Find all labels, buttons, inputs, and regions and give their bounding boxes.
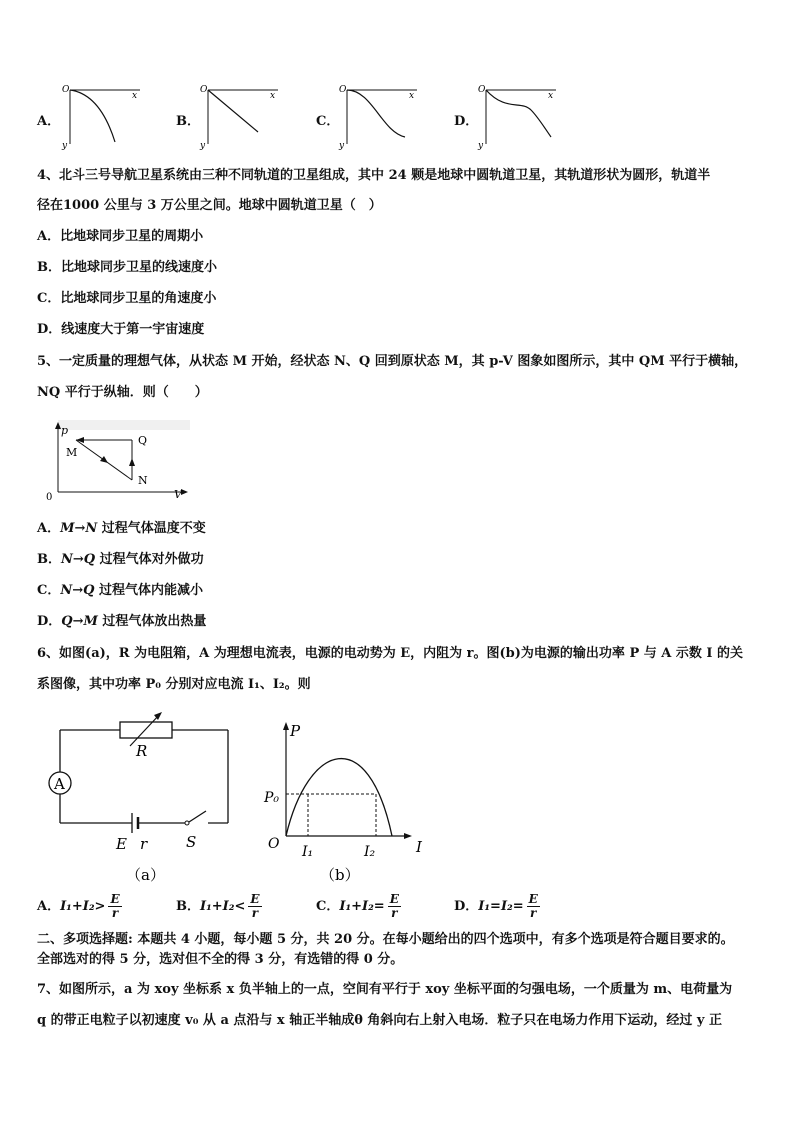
- q5-v-label: V: [174, 488, 182, 501]
- q3-b-x: x: [270, 91, 276, 101]
- q6-graph-i2-label: I₂: [364, 844, 376, 860]
- q3-a-x: x: [132, 91, 138, 101]
- q4-option-b: B．比地球同步卫星的线速度小: [37, 260, 217, 275]
- section2-header-line2: 全部选对的得 5 分，选对但不全的得 3 分，有选错的得 0 分。: [37, 952, 404, 967]
- q4-stem-line1: 4、北斗三号导航卫星系统由三种不同轨道的卫星组成，其中 24 颗是地球中圆轨道卫星，其轨道形状为圆形，轨道半: [37, 168, 711, 183]
- q3-a-y: y: [62, 141, 68, 150]
- q3-graph-d: [476, 82, 566, 150]
- q6-graph-p-label: P: [290, 722, 301, 740]
- q6-label-s: S: [186, 833, 197, 851]
- q6-label-ammeter: A: [54, 775, 65, 793]
- q3-option-b-label: B．: [176, 114, 200, 129]
- q3-graph-a: [60, 82, 150, 150]
- q5-option-d: D．Q→M 过程气体放出热量: [37, 614, 207, 629]
- q6-caption-b: （b）: [320, 866, 360, 884]
- q3-option-d-label: D．: [454, 114, 479, 129]
- q6-label-r-box: R: [136, 742, 148, 760]
- q3-d-x: x: [548, 91, 554, 101]
- q4-option-c: C．比地球同步卫星的角速度小: [37, 291, 217, 306]
- q6-stem-line2: 系图像，其中功率 P₀ 分别对应电流 I₁、I₂。则: [37, 677, 311, 692]
- q6-graph-origin: O: [268, 836, 280, 852]
- q4-option-a: A．比地球同步卫星的周期小: [37, 229, 204, 244]
- q6-circuit-diagram: [40, 710, 240, 890]
- q5-option-b: B．N→Q 过程气体对外做功: [37, 552, 204, 567]
- q3-b-y: y: [200, 141, 206, 150]
- q5-p-label: p: [61, 424, 69, 437]
- q6-option-b: B．I₁+I₂< $\frac{E}{r}$: [176, 892, 260, 920]
- q3-c-curve: [347, 90, 405, 137]
- q3-d-y: y: [478, 141, 484, 150]
- q4-option-d: D．线速度大于第一宇宙速度: [37, 322, 205, 337]
- q3-b-origin: O: [200, 85, 208, 95]
- q6-graph-i1-label: I₁: [302, 844, 314, 860]
- q5-option-c: C．N→Q 过程气体内能减小: [37, 583, 203, 598]
- q5-stem-line1: 5、一定质量的理想气体，从状态 M 开始，经状态 N、Q 回到原状态 M，其 p-V 图象如图所示，其中 QM 平行于横轴，: [37, 354, 748, 369]
- q3-option-a-label: A．: [37, 114, 61, 129]
- q3-c-origin: O: [339, 85, 347, 95]
- q3-a-curve: [70, 90, 115, 142]
- q6-graph-i-label: I: [416, 838, 422, 856]
- q5-origin-label: 0: [46, 492, 53, 502]
- q4-stem-line2: 径在1000 公里与 3 万公里之间。地球中圆轨道卫星（ ）: [37, 198, 382, 213]
- q3-d-origin: O: [478, 85, 486, 95]
- q6-option-a: A．I₁+I₂> $\frac{E}{r}$: [37, 892, 120, 920]
- q3-c-x: x: [409, 91, 415, 101]
- resistor-box-symbol: [120, 722, 172, 738]
- q6-stem-line1: 6、如图(a)，R 为电阻箱，A 为理想电流表，电源的电动势为 E，内阻为 r。图(b)为电源的输出功率 P 与 A 示数 I 的关: [37, 646, 744, 661]
- q5-point-m: M: [66, 446, 78, 459]
- q6-graph-p0-label: P₀: [264, 790, 280, 806]
- q3-b-line: [208, 90, 258, 132]
- q3-c-y: y: [339, 141, 345, 150]
- switch-symbol: [189, 811, 206, 822]
- q5-pv-diagram: [44, 420, 194, 502]
- q3-graph-c: [337, 82, 427, 150]
- q3-d-curve: [486, 90, 554, 137]
- q5-point-q: Q: [138, 434, 148, 447]
- q7-stem-line1: 7、如图所示，a 为 xoy 坐标系 x 负半轴上的一点，空间有平行于 xoy 坐标平面的匀强电场，一个质量为 m、电荷量为: [37, 982, 733, 997]
- q6-option-d: D．I₁=I₂= $\frac{E}{r}$: [454, 892, 538, 920]
- q5-point-n: N: [138, 474, 148, 487]
- q6-label-e: E: [116, 835, 127, 853]
- q6-caption-a: （a）: [126, 866, 165, 884]
- q5-option-a: A．M→N 过程气体温度不变: [37, 521, 206, 536]
- q6-power-graph: [258, 718, 433, 888]
- section2-header-line1: 二、多项选择题: 本题共 4 小题，每小题 5 分，共 20 分。在每小题给出的四个选项中，有多个选项是符合题目要求的。: [37, 932, 734, 947]
- q3-graph-b: [198, 82, 288, 150]
- q6-label-r-internal: r: [140, 835, 148, 853]
- q5-stem-line2: NQ 平行于纵轴．则（ ）: [37, 385, 208, 400]
- q3-a-origin: O: [62, 85, 70, 95]
- q6-option-c: C．I₁+I₂= $\frac{E}{r}$: [316, 892, 399, 920]
- q7-stem-line2: q 的带正电粒子以初速度 v₀ 从 a 点沿与 x 轴正半轴成θ 角斜向右上射入电场．粒子只在电场力作用下运动，经过 y 正: [37, 1013, 722, 1028]
- q3-option-c-label: C．: [316, 114, 340, 129]
